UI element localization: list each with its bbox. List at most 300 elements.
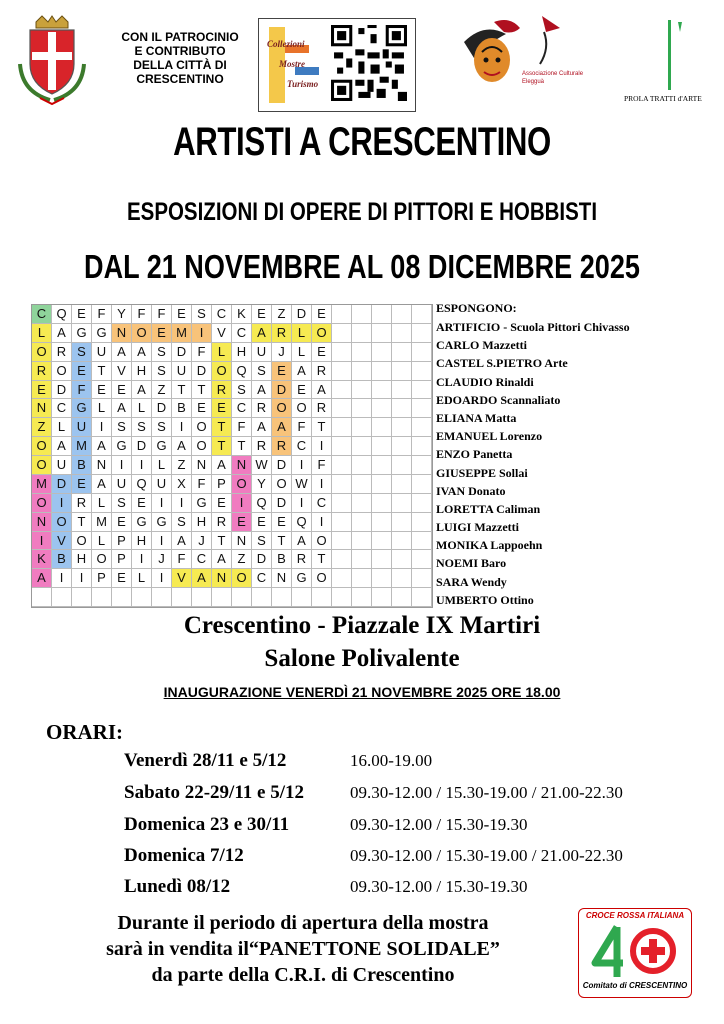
grid-cell [332,399,352,418]
grid-cell [372,513,392,532]
grid-cell: A [292,362,312,381]
grid-cell [352,418,372,437]
grid-cell [332,532,352,551]
grid-cell [372,305,392,324]
grid-cell [112,588,132,607]
grid-cell: K [32,550,52,569]
grid-cell [172,588,192,607]
grid-cell: Z [32,418,52,437]
grid-cell [372,343,392,362]
grid-cell: A [292,532,312,551]
exhibitors-heading: ESPONGONO: [436,301,517,315]
grid-cell [372,475,392,494]
exhibitor-item: CLAUDIO Rinaldi [436,374,534,389]
grid-cell: C [52,399,72,418]
grid-cell: L [92,399,112,418]
grid-cell: E [252,513,272,532]
grid-cell: O [92,550,112,569]
grid-cell: J [192,532,212,551]
grid-cell: U [172,362,192,381]
crescentino-coat-of-arms [12,14,92,106]
exhibitor-item: MONIKA Lappoehn [436,538,543,553]
grid-cell [352,494,372,513]
grid-cell: Q [52,305,72,324]
grid-cell [332,362,352,381]
grid-cell: I [172,494,192,513]
exhibitor-item: NOEMI Baro [436,556,507,571]
grid-cell [332,456,352,475]
grid-cell: E [212,494,232,513]
grid-cell [392,399,412,418]
grid-cell: P [92,569,112,588]
grid-cell: R [312,362,332,381]
grid-cell: E [312,343,332,362]
prola-tratti-darte-text: PROLA TRATTI d'ARTE [624,94,702,103]
grid-cell: D [192,362,212,381]
grid-cell: S [132,418,152,437]
grid-cell: P [112,550,132,569]
grid-cell: O [312,324,332,343]
grid-cell: E [192,399,212,418]
grid-cell: O [52,513,72,532]
grid-cell [332,305,352,324]
grid-cell [332,324,352,343]
schedule-row [124,876,528,898]
grid-cell [372,569,392,588]
schedule-hours: 09.30-12.00 / 15.30-19.00 / 21.00-22.30 [350,846,623,865]
grid-cell: S [112,418,132,437]
grid-cell: G [152,437,172,456]
grid-cell: E [212,399,232,418]
grid-cell: I [52,569,72,588]
grid-cell: T [272,532,292,551]
schedule-day: Lunedì 08/12 [124,876,231,897]
panettone-notice [38,910,568,988]
elegua-association-text: Associazione Culturale Elegguà [522,71,584,85]
grid-cell [372,362,392,381]
grid-cell [392,588,412,607]
grid-cell: L [292,343,312,362]
grid-cell [192,588,212,607]
grid-cell: E [172,305,192,324]
grid-cell: R [212,513,232,532]
grid-cell: P [112,532,132,551]
grid-cell: Z [272,305,292,324]
grid-cell: I [192,324,212,343]
grid-cell: G [152,513,172,532]
grid-cell: C [232,399,252,418]
grid-cell: C [32,305,52,324]
exhibitor-item: UMBERTO Ottino [436,592,534,607]
grid-cell [332,475,352,494]
grid-cell [332,588,352,607]
qr-code-icon [331,25,407,101]
grid-cell: A [312,381,332,400]
grid-cell: C [252,569,272,588]
grid-cell: C [192,550,212,569]
grid-cell: F [152,305,172,324]
grid-cell: W [252,456,272,475]
grid-cell: A [212,456,232,475]
grid-cell: A [252,418,272,437]
grid-cell [412,550,432,569]
grid-cell: O [212,362,232,381]
grid-cell: E [72,305,92,324]
grid-cell: U [112,475,132,494]
grid-cell: Z [152,381,172,400]
grid-cell: B [272,550,292,569]
grid-cell: R [252,437,272,456]
grid-cell: G [292,569,312,588]
prola-tratti-darte-logo [624,16,720,106]
schedule-row [124,814,528,836]
grid-cell [412,588,432,607]
schedule-day: Sabato 22-29/11 e 5/12 [124,782,304,803]
grid-cell [252,588,272,607]
grid-cell [372,588,392,607]
grid-cell: E [112,569,132,588]
grid-cell: A [92,437,112,456]
grid-cell: Z [232,550,252,569]
venue-location: Crescentino - Piazzale IX Martiri [183,612,541,639]
grid-cell: T [312,550,332,569]
grid-cell: L [132,569,152,588]
grid-cell: G [92,324,112,343]
schedule-row [124,782,623,804]
grid-cell: O [32,437,52,456]
grid-cell: O [192,437,212,456]
grid-cell: N [272,569,292,588]
grid-cell: I [72,569,92,588]
grid-cell [332,437,352,456]
grid-cell: O [272,399,292,418]
grid-cell: I [312,437,332,456]
inauguration-notice [0,684,724,700]
patronage-line: CRESCENTINO [136,72,224,86]
grid-cell [372,550,392,569]
grid-cell: L [132,399,152,418]
grid-cell: N [232,532,252,551]
grid-cell: L [92,494,112,513]
grid-cell: E [252,305,272,324]
grid-cell: O [132,324,152,343]
grid-cell: D [172,343,192,362]
collezioni-mostre-turismo-logo-box [258,18,416,112]
grid-cell: F [132,305,152,324]
exhibitor-item: SARA Wendy [436,574,507,589]
grid-cell [312,588,332,607]
grid-cell: I [292,456,312,475]
grid-cell: H [132,532,152,551]
grid-cell [392,343,412,362]
grid-cell: W [292,475,312,494]
grid-cell: C [212,305,232,324]
grid-cell: A [172,532,192,551]
grid-cell: O [72,532,92,551]
grid-cell: R [212,381,232,400]
grid-cell [392,475,412,494]
grid-cell: Q [132,475,152,494]
grid-cell [392,456,412,475]
grid-cell: A [252,324,272,343]
grid-cell [232,588,252,607]
grid-cell [392,305,412,324]
cri-top-text: CROCE ROSSA ITALIANA [585,911,685,920]
grid-cell [352,569,372,588]
grid-cell: P [212,475,232,494]
grid-cell [412,456,432,475]
grid-cell: S [252,532,272,551]
grid-cell: V [172,569,192,588]
grid-cell [352,437,372,456]
grid-cell [412,437,432,456]
cmt-word-collezioni: Collezioni [267,39,305,49]
grid-cell [372,532,392,551]
grid-cell: O [312,532,332,551]
grid-cell: E [112,513,132,532]
patronage-text [100,30,260,86]
grid-cell: R [252,399,272,418]
exhibitor-item: LORETTA Caliman [436,501,541,516]
grid-cell: H [132,362,152,381]
schedule-day: Domenica 23 e 30/11 [124,814,290,835]
grid-cell [352,550,372,569]
grid-cell [372,381,392,400]
grid-cell: Q [232,362,252,381]
grid-cell: F [172,550,192,569]
grid-cell [332,418,352,437]
grid-cell [152,588,172,607]
grid-cell: N [112,324,132,343]
grid-cell: E [32,381,52,400]
grid-cell [372,456,392,475]
grid-cell: U [52,456,72,475]
grid-cell: F [192,343,212,362]
grid-cell: I [92,418,112,437]
grid-cell: T [212,437,232,456]
grid-cell: O [52,362,72,381]
grid-cell [392,550,412,569]
grid-cell: U [72,418,92,437]
grid-cell: V [212,324,232,343]
grid-cell: A [252,381,272,400]
grid-cell [32,588,52,607]
cmt-logo [265,25,325,105]
grid-cell: D [52,475,72,494]
grid-cell: S [172,513,192,532]
grid-cell: S [232,381,252,400]
grid-cell [412,399,432,418]
grid-cell [352,399,372,418]
grid-cell: Q [292,513,312,532]
grid-cell: S [192,305,212,324]
schedule-hours: 09.30-12.00 / 15.30-19.30 [350,877,528,896]
grid-cell [392,324,412,343]
grid-cell: A [112,343,132,362]
exhibitor-item: ELIANA Matta [436,410,517,425]
grid-cell: O [232,475,252,494]
grid-cell: T [212,532,232,551]
cmt-word-mostre: Mostre [279,59,306,69]
grid-cell: S [152,362,172,381]
grid-cell: A [212,550,232,569]
grid-cell: M [72,437,92,456]
grid-cell [412,418,432,437]
grid-cell [332,513,352,532]
grid-cell: F [192,475,212,494]
grid-cell [392,437,412,456]
cri-bottom-text: Comitato di CRESCENTINO [582,981,688,990]
grid-cell: E [92,381,112,400]
exhibitors-list [436,318,630,609]
grid-cell [332,343,352,362]
grid-cell: T [172,381,192,400]
grid-cell: I [292,494,312,513]
cmt-word-turismo: Turismo [287,79,319,89]
grid-cell: V [52,532,72,551]
grid-cell: Y [112,305,132,324]
grid-cell [392,494,412,513]
panettone-line: da parte della C.R.I. di Crescentino [151,964,455,986]
grid-cell [352,513,372,532]
grid-cell: G [112,437,132,456]
grid-cell [212,588,232,607]
grid-cell [392,381,412,400]
grid-cell: E [72,475,92,494]
grid-cell: A [192,569,212,588]
schedule-row [124,845,623,867]
grid-cell: M [92,513,112,532]
grid-cell: I [152,532,172,551]
grid-cell [132,588,152,607]
grid-cell: E [292,381,312,400]
grid-cell: K [232,305,252,324]
grid-cell: R [272,437,292,456]
grid-cell: J [272,343,292,362]
schedule-label: ORARI: [46,720,123,744]
grid-cell: T [92,362,112,381]
grid-cell: I [52,494,72,513]
grid-cell [392,532,412,551]
grid-cell: O [272,475,292,494]
grid-cell: N [192,456,212,475]
grid-cell: G [72,324,92,343]
grid-cell: N [92,456,112,475]
grid-cell: R [312,399,332,418]
schedule-day: Venerdì 28/11 e 5/12 [124,750,287,771]
grid-cell [332,569,352,588]
grid-cell: T [312,418,332,437]
grid-cell: E [232,513,252,532]
elegua-association-logo [454,12,564,102]
grid-cell: V [112,362,132,381]
grid-cell: G [192,494,212,513]
panettone-line: Durante il periodo di apertura della mostra [117,912,489,934]
grid-cell: T [192,381,212,400]
grid-cell [352,532,372,551]
grid-cell [372,494,392,513]
grid-cell: B [52,550,72,569]
grid-cell: D [272,456,292,475]
grid-cell: T [232,437,252,456]
grid-cell: A [32,569,52,588]
grid-cell: A [272,418,292,437]
event-title: ARTISTI A CRESCENTINO [173,120,551,164]
grid-cell: F [92,305,112,324]
grid-cell: Y [252,475,272,494]
grid-cell: G [132,513,152,532]
grid-cell: R [272,324,292,343]
grid-cell [332,494,352,513]
grid-cell [352,362,372,381]
grid-cell: L [212,343,232,362]
patronage-line: DELLA CITTÀ DI [133,58,227,72]
grid-cell: A [132,343,152,362]
exhibitor-item: ENZO Panetta [436,447,513,462]
grid-cell: L [152,456,172,475]
grid-cell: B [72,456,92,475]
grid-cell: A [52,324,72,343]
grid-cell: Q [252,494,272,513]
grid-cell [92,588,112,607]
grid-cell: A [92,475,112,494]
event-subtitle: ESPOSIZIONI DI OPERE DI PITTORI E HOBBISTI [126,198,598,226]
grid-cell: D [272,381,292,400]
grid-cell [412,362,432,381]
grid-cell: N [212,569,232,588]
grid-cell [372,399,392,418]
exhibitor-item: EMANUEL Lorenzo [436,429,543,444]
venue-hall: Salone Polivalente [264,645,460,672]
grid-cell: M [32,475,52,494]
grid-cell: O [32,494,52,513]
grid-cell: C [312,494,332,513]
grid-cell [372,437,392,456]
grid-cell: S [252,362,272,381]
grid-cell: T [72,513,92,532]
grid-cell [352,343,372,362]
grid-cell: I [132,456,152,475]
schedule-hours: 16.00-19.00 [350,751,433,770]
grid-cell: S [72,343,92,362]
grid-cell: H [232,343,252,362]
grid-cell [372,324,392,343]
grid-cell: C [292,437,312,456]
grid-cell: D [252,550,272,569]
schedule-hours: 09.30-12.00 / 15.30-19.30 [350,815,528,834]
grid-cell: G [72,399,92,418]
grid-cell: T [212,418,232,437]
grid-cell [412,569,432,588]
grid-cell: I [312,513,332,532]
grid-cell [272,588,292,607]
grid-cell [352,588,372,607]
grid-cell: X [172,475,192,494]
grid-cell: B [172,399,192,418]
exhibitor-item: EDOARDO Scannaliato [436,392,561,407]
grid-cell [392,513,412,532]
grid-cell: S [152,418,172,437]
grid-cell: I [132,550,152,569]
grid-cell: L [292,324,312,343]
grid-cell: L [52,418,72,437]
grid-cell [412,343,432,362]
grid-cell: E [72,362,92,381]
grid-cell [412,513,432,532]
grid-cell: R [292,550,312,569]
grid-cell: I [32,532,52,551]
grid-cell: H [192,513,212,532]
